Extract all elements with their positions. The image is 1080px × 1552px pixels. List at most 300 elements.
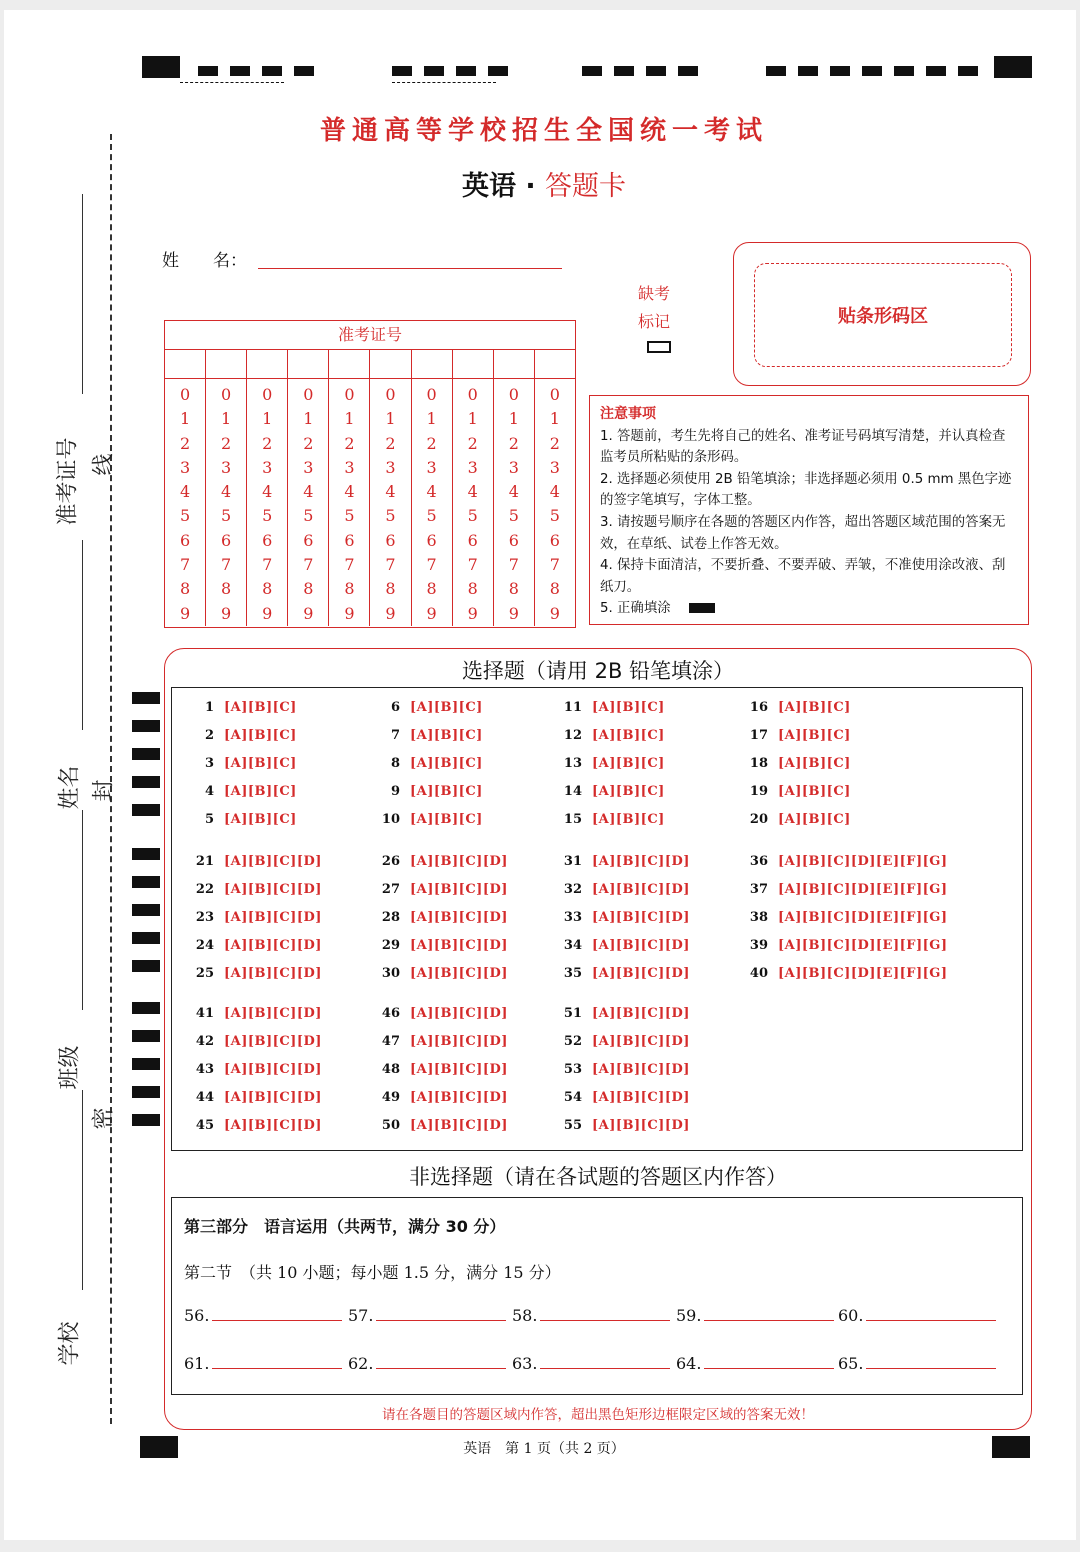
answer-options[interactable]: [A][B][C] — [778, 728, 851, 743]
answer-options[interactable]: [A][B][C][D][E][F][G] — [778, 966, 948, 981]
answer-options[interactable]: [A][B][C][D] — [592, 938, 690, 953]
answer-options[interactable]: [A][B][C][D] — [592, 1118, 690, 1133]
mcq-question-36[interactable] — [744, 854, 948, 869]
mcq-question-1[interactable] — [190, 700, 297, 715]
question-number: 9 — [390, 784, 400, 799]
mcq-question-39[interactable] — [744, 938, 948, 953]
question-number: 3 — [204, 756, 214, 771]
id-digit-bubble[interactable]: 9 — [262, 603, 273, 623]
mcq-question-23[interactable] — [190, 910, 322, 925]
mcq-question-48[interactable] — [376, 1062, 508, 1077]
id-column — [329, 350, 370, 626]
id-column — [494, 350, 535, 626]
side-label-name: 姓名 — [57, 765, 83, 810]
id-digit-bubble[interactable]: 4 — [467, 482, 478, 502]
blank-line[interactable] — [704, 1306, 834, 1321]
blank-number: 65. — [838, 1354, 864, 1373]
side-name-underline — [82, 810, 83, 1010]
question-number: 42 — [195, 1034, 214, 1049]
mcq-question-42[interactable] — [190, 1034, 322, 1049]
id-digit-write-cell[interactable] — [412, 350, 452, 379]
mcq-question-10[interactable] — [376, 812, 483, 827]
id-digit-bubble[interactable]: 6 — [262, 530, 273, 550]
answer-options[interactable]: [A][B][C][D] — [592, 1034, 690, 1049]
answer-options[interactable]: [A][B][C] — [592, 784, 665, 799]
barcode-area — [733, 242, 1031, 386]
answer-options[interactable]: [A][B][C] — [410, 756, 483, 771]
id-digit-bubble[interactable]: 6 — [508, 530, 519, 550]
mcq-question-15[interactable] — [558, 812, 665, 827]
id-digit-bubble[interactable]: 9 — [467, 603, 478, 623]
id-digit-bubble[interactable]: 2 — [344, 433, 355, 453]
id-digit-bubble[interactable]: 3 — [179, 457, 191, 477]
blank-number: 60. — [838, 1306, 864, 1325]
id-digit-bubble[interactable]: 2 — [549, 433, 560, 453]
answer-options[interactable]: [A][B][C] — [778, 700, 851, 715]
id-digit-bubble[interactable]: 8 — [508, 579, 519, 599]
id-digit-write-cell[interactable] — [329, 350, 369, 379]
id-digit-bubble[interactable]: 6 — [221, 530, 232, 550]
blank-60[interactable] — [838, 1306, 996, 1325]
id-digit-bubble[interactable]: 7 — [426, 555, 437, 575]
id-digit-bubble[interactable]: 8 — [221, 579, 232, 599]
answer-options[interactable]: [A][B][C] — [224, 700, 297, 715]
id-digit-bubble[interactable]: 1 — [221, 409, 232, 429]
mcq-question-32[interactable] — [558, 882, 690, 897]
answer-options[interactable]: [A][B][C][D] — [224, 1062, 322, 1077]
id-digit-bubble[interactable]: 7 — [303, 555, 314, 575]
id-digit-bubble[interactable]: 4 — [426, 482, 437, 502]
mcq-question-20[interactable] — [744, 812, 851, 827]
id-digit-bubble[interactable]: 4 — [179, 482, 191, 502]
id-digit-bubble[interactable]: 5 — [344, 506, 355, 526]
id-digit-bubble[interactable]: 7 — [262, 555, 273, 575]
mcq-question-38[interactable] — [744, 910, 948, 925]
id-digit-bubble[interactable]: 0 — [303, 385, 314, 404]
id-digit-bubble[interactable]: 7 — [221, 555, 232, 575]
blank-line[interactable] — [866, 1354, 996, 1369]
id-column — [535, 350, 575, 626]
question-number: 1 — [204, 700, 214, 715]
answer-options[interactable]: [A][B][C][D] — [410, 966, 508, 981]
answer-options[interactable]: [A][B][C][D] — [592, 1006, 690, 1021]
id-digit-bubble[interactable]: 6 — [303, 530, 314, 550]
id-digit-bubble[interactable]: 8 — [303, 579, 314, 599]
blank-number: 64. — [676, 1354, 702, 1373]
question-number: 55 — [563, 1118, 582, 1133]
question-number: 53 — [563, 1062, 582, 1077]
blank-61[interactable] — [184, 1354, 342, 1373]
id-digit-bubble[interactable]: 5 — [508, 506, 519, 526]
question-number: 2 — [204, 728, 214, 743]
id-digit-bubble[interactable]: 5 — [549, 506, 560, 526]
question-number: 40 — [749, 966, 768, 981]
mcq-question-17[interactable] — [744, 728, 851, 743]
id-digit-write-cell[interactable] — [535, 350, 575, 379]
mcq-question-19[interactable] — [744, 784, 851, 799]
answer-options[interactable]: [A][B][C][D] — [410, 1118, 508, 1133]
question-number: 50 — [381, 1118, 400, 1133]
id-digit-bubble[interactable]: 1 — [467, 409, 478, 429]
mcq-question-41[interactable] — [190, 1006, 322, 1021]
answer-options[interactable]: [A][B][C][D] — [224, 882, 322, 897]
blank-62[interactable] — [348, 1354, 506, 1373]
id-digit-bubble[interactable]: 6 — [467, 530, 478, 550]
blank-number: 58. — [512, 1306, 538, 1325]
mcq-question-53[interactable] — [558, 1062, 690, 1077]
mcq-question-46[interactable] — [376, 1006, 508, 1021]
answer-options[interactable]: [A][B][C] — [224, 756, 297, 771]
id-digit-bubble[interactable]: 4 — [385, 482, 396, 502]
mcq-question-8[interactable] — [376, 756, 483, 771]
id-digit-bubble[interactable]: 9 — [508, 603, 519, 623]
id-digit-bubble[interactable]: 3 — [385, 457, 396, 477]
answer-options[interactable]: [A][B][C] — [224, 728, 297, 743]
question-number: 7 — [390, 728, 400, 743]
subject-title — [4, 164, 1080, 203]
id-digit-bubble[interactable]: 1 — [385, 409, 396, 429]
id-digit-bubble[interactable]: 6 — [549, 530, 560, 550]
answer-options[interactable]: [A][B][C] — [410, 728, 483, 743]
mcq-question-28[interactable] — [376, 910, 508, 925]
id-digit-bubble[interactable]: 6 — [344, 530, 355, 550]
id-digit-bubble[interactable]: 7 — [179, 555, 191, 575]
answer-options[interactable]: [A][B][C] — [410, 784, 483, 799]
id-digit-bubble[interactable]: 0 — [426, 385, 437, 404]
id-digit-bubble[interactable]: 1 — [303, 409, 314, 429]
question-number: 28 — [381, 910, 400, 925]
id-digit-write-cell[interactable] — [494, 350, 534, 379]
mcq-question-35[interactable] — [558, 966, 690, 981]
answer-options[interactable]: [A][B][C] — [224, 812, 297, 827]
id-column — [206, 350, 247, 626]
id-digit-bubble[interactable]: 5 — [303, 506, 314, 526]
id-digit-bubble[interactable]: 2 — [303, 433, 314, 453]
id-digit-bubble[interactable]: 8 — [549, 579, 560, 599]
id-digit-bubble[interactable]: 8 — [179, 579, 191, 599]
answer-options[interactable]: [A][B][C][D] — [224, 1118, 322, 1133]
name-label: 姓 名： — [162, 251, 247, 271]
mcq-question-13[interactable] — [558, 756, 665, 771]
mcq-question-2[interactable] — [190, 728, 297, 743]
id-digit-bubble[interactable]: 8 — [467, 579, 478, 599]
id-digit-bubble[interactable]: 7 — [508, 555, 519, 575]
blank-line[interactable] — [212, 1306, 342, 1321]
mcq-question-54[interactable] — [558, 1090, 690, 1105]
question-number: 20 — [749, 812, 768, 827]
blank-number: 59. — [676, 1306, 702, 1325]
id-digit-bubble[interactable]: 8 — [344, 579, 355, 599]
id-digit-bubble[interactable]: 0 — [262, 385, 273, 404]
question-number: 11 — [563, 700, 582, 715]
id-digit-bubble[interactable]: 0 — [221, 385, 232, 404]
question-number: 41 — [195, 1006, 214, 1021]
id-digit-bubble[interactable]: 9 — [221, 603, 232, 623]
question-number: 51 — [563, 1006, 582, 1021]
blank-line[interactable] — [866, 1306, 996, 1321]
mcq-question-45[interactable] — [190, 1118, 322, 1133]
id-digit-bubble[interactable]: 9 — [385, 603, 396, 623]
answer-options[interactable]: [A][B][C][D][E][F][G] — [778, 938, 948, 953]
mcq-question-22[interactable] — [190, 882, 322, 897]
id-digit-write-cell[interactable] — [165, 350, 205, 379]
correct-fill-sample — [689, 603, 715, 613]
id-digit-bubble[interactable]: 3 — [508, 457, 519, 477]
mcq-question-11[interactable] — [558, 700, 665, 715]
absent-mark-line1: 缺考 — [638, 284, 671, 303]
id-digit-bubble[interactable]: 7 — [385, 555, 396, 575]
id-digit-bubble[interactable]: 7 — [344, 555, 355, 575]
blank-63[interactable] — [512, 1354, 670, 1373]
mcq-question-44[interactable] — [190, 1090, 322, 1105]
non-mcq-box — [171, 1197, 1023, 1395]
answer-options[interactable]: [A][B][C][D] — [410, 882, 508, 897]
mcq-question-51[interactable] — [558, 1006, 690, 1021]
question-number: 46 — [381, 1006, 400, 1021]
answer-area — [164, 648, 1032, 1430]
answer-options[interactable]: [A][B][C][D] — [224, 1090, 322, 1105]
answer-options[interactable]: [A][B][C][D] — [592, 1090, 690, 1105]
id-digit-bubble[interactable]: 3 — [426, 457, 437, 477]
id-digit-bubble[interactable]: 8 — [426, 579, 437, 599]
mcq-question-9[interactable] — [376, 784, 483, 799]
mcq-question-43[interactable] — [190, 1062, 322, 1077]
instruction-item: 4. 保持卡面清洁，不要折叠、不要弄破、弄皱，不准使用涂改液、刮纸刀。 — [600, 558, 1006, 595]
answer-options[interactable]: [A][B][C][D] — [224, 910, 322, 925]
question-number: 10 — [381, 812, 400, 827]
id-digit-bubble[interactable]: 0 — [344, 385, 355, 404]
id-digit-write-cell[interactable] — [288, 350, 328, 379]
id-digit-bubble[interactable]: 9 — [303, 603, 314, 623]
id-digit-bubble[interactable]: 5 — [426, 506, 437, 526]
id-digit-bubble[interactable]: 7 — [467, 555, 478, 575]
mcq-question-16[interactable] — [744, 700, 851, 715]
answer-options[interactable]: [A][B][C][D] — [410, 938, 508, 953]
blank-line[interactable] — [376, 1306, 506, 1321]
side-name-underline-top — [82, 540, 83, 730]
answer-options[interactable]: [A][B][C][D] — [224, 854, 322, 869]
mcq-question-27[interactable] — [376, 882, 508, 897]
id-digit-bubble[interactable]: 4 — [549, 482, 560, 502]
mcq-question-47[interactable] — [376, 1034, 508, 1049]
mcq-question-49[interactable] — [376, 1090, 508, 1105]
answer-options[interactable]: [A][B][C][D][E][F][G] — [778, 910, 948, 925]
mcq-question-7[interactable] — [376, 728, 483, 743]
question-number: 17 — [749, 728, 768, 743]
answer-options[interactable]: [A][B][C] — [778, 784, 851, 799]
blank-65[interactable] — [838, 1354, 996, 1373]
id-column — [247, 350, 288, 626]
id-digit-bubble[interactable]: 9 — [179, 603, 191, 623]
id-digit-bubble[interactable]: 2 — [221, 433, 232, 453]
answer-options[interactable]: [A][B][C] — [778, 812, 851, 827]
answer-options[interactable]: [A][B][C] — [410, 700, 483, 715]
mcq-question-31[interactable] — [558, 854, 690, 869]
blank-57[interactable] — [348, 1306, 506, 1325]
question-number: 52 — [563, 1034, 582, 1049]
blank-number: 63. — [512, 1354, 538, 1373]
id-digit-bubble[interactable]: 5 — [385, 506, 396, 526]
mcq-question-21[interactable] — [190, 854, 322, 869]
side-label-seal: 封 — [91, 779, 117, 802]
id-digit-bubble[interactable]: 3 — [303, 457, 314, 477]
answer-options[interactable]: [A][B][C][D] — [410, 1034, 508, 1049]
mcq-question-52[interactable] — [558, 1034, 690, 1049]
id-digit-bubble[interactable]: 3 — [221, 457, 232, 477]
mcq-question-14[interactable] — [558, 784, 665, 799]
id-column — [412, 350, 453, 626]
id-digit-bubble[interactable]: 0 — [179, 385, 191, 404]
question-number: 14 — [563, 784, 582, 799]
id-digit-bubble[interactable]: 1 — [344, 409, 355, 429]
id-digit-bubble[interactable]: 8 — [385, 579, 396, 599]
answer-options[interactable]: [A][B][C][D] — [224, 966, 322, 981]
answer-options[interactable]: [A][B][C][D] — [224, 1006, 322, 1021]
id-column — [453, 350, 494, 626]
answer-options[interactable]: [A][B][C][D][E][F][G] — [778, 854, 948, 869]
id-digit-bubble[interactable]: 3 — [549, 457, 560, 477]
id-digit-bubble[interactable]: 2 — [179, 433, 191, 453]
mcq-question-24[interactable] — [190, 938, 322, 953]
answer-options[interactable]: [A][B][C] — [592, 700, 665, 715]
answer-options[interactable]: [A][B][C][D] — [224, 1034, 322, 1049]
id-digit-bubble[interactable]: 3 — [344, 457, 355, 477]
id-digit-bubble[interactable]: 0 — [467, 385, 478, 404]
id-digit-bubble[interactable]: 9 — [549, 603, 560, 623]
mcq-question-4[interactable] — [190, 784, 297, 799]
answer-options[interactable]: [A][B][C][D] — [592, 854, 690, 869]
mcq-question-26[interactable] — [376, 854, 508, 869]
answer-options[interactable]: [A][B][C][D] — [410, 910, 508, 925]
question-number: 12 — [563, 728, 582, 743]
id-digit-bubble[interactable]: 2 — [385, 433, 396, 453]
id-digit-bubble[interactable]: 5 — [467, 506, 478, 526]
id-digit-bubble[interactable]: 4 — [303, 482, 314, 502]
answer-options[interactable]: [A][B][C][D] — [592, 882, 690, 897]
mcq-question-37[interactable] — [744, 882, 948, 897]
id-digit-bubble[interactable]: 2 — [508, 433, 519, 453]
blank-line[interactable] — [540, 1354, 670, 1369]
answer-options[interactable]: [A][B][C][D] — [592, 1062, 690, 1077]
id-digit-bubble[interactable]: 5 — [262, 506, 273, 526]
id-digit-bubble[interactable]: 1 — [426, 409, 437, 429]
id-digit-bubble[interactable]: 2 — [426, 433, 437, 453]
id-digit-bubble[interactable]: 2 — [262, 433, 273, 453]
id-digit-bubble[interactable]: 4 — [262, 482, 273, 502]
blank-64[interactable] — [676, 1354, 834, 1373]
answer-options[interactable]: [A][B][C][D] — [592, 966, 690, 981]
answer-options[interactable]: [A][B][C][D] — [410, 854, 508, 869]
blank-58[interactable] — [512, 1306, 670, 1325]
id-digit-bubble[interactable]: 0 — [385, 385, 396, 404]
mcq-question-6[interactable] — [376, 700, 483, 715]
answer-options[interactable]: [A][B][C] — [592, 812, 665, 827]
id-digit-bubble[interactable]: 9 — [426, 603, 437, 623]
blank-56[interactable] — [184, 1306, 342, 1325]
question-number: 19 — [749, 784, 768, 799]
answer-options[interactable]: [A][B][C] — [778, 756, 851, 771]
mcq-question-30[interactable] — [376, 966, 508, 981]
id-digit-bubble[interactable]: 4 — [508, 482, 519, 502]
id-digit-bubble[interactable]: 1 — [262, 409, 273, 429]
question-number: 45 — [195, 1118, 214, 1133]
admission-id-label: 准考证号 — [165, 321, 575, 350]
mcq-question-50[interactable] — [376, 1118, 508, 1133]
answer-sheet — [4, 10, 1076, 1540]
question-number: 34 — [563, 938, 582, 953]
name-field[interactable] — [258, 268, 562, 269]
absent-mark-line2: 标记 — [638, 312, 671, 331]
id-digit-bubble[interactable]: 9 — [344, 603, 355, 623]
blank-line[interactable] — [212, 1354, 342, 1369]
id-digit-bubble[interactable]: 5 — [179, 506, 191, 526]
answer-options[interactable]: [A][B][C][D] — [410, 1006, 508, 1021]
id-digit-bubble[interactable]: 0 — [508, 385, 519, 404]
id-digit-bubble[interactable]: 1 — [549, 409, 560, 429]
blank-line[interactable] — [704, 1354, 834, 1369]
id-digit-bubble[interactable]: 6 — [179, 530, 191, 550]
blank-line[interactable] — [540, 1306, 670, 1321]
mcq-question-25[interactable] — [190, 966, 322, 981]
id-digit-write-cell[interactable] — [247, 350, 287, 379]
answer-options[interactable]: [A][B][C] — [592, 728, 665, 743]
id-digit-bubble[interactable]: 6 — [426, 530, 437, 550]
question-number: 31 — [563, 854, 582, 869]
id-digit-bubble[interactable]: 1 — [179, 409, 191, 429]
mcq-question-18[interactable] — [744, 756, 851, 771]
id-digit-bubble[interactable]: 1 — [508, 409, 519, 429]
answer-options[interactable]: [A][B][C][D][E][F][G] — [778, 882, 948, 897]
blank-line[interactable] — [376, 1354, 506, 1369]
id-digit-bubble[interactable]: 3 — [467, 457, 478, 477]
answer-options[interactable]: [A][B][C] — [592, 756, 665, 771]
id-digit-write-cell[interactable] — [206, 350, 246, 379]
id-digit-write-cell[interactable] — [453, 350, 493, 379]
answer-card-label: 答题卡 — [545, 171, 627, 202]
mcq-question-5[interactable] — [190, 812, 297, 827]
answer-options[interactable]: [A][B][C][D] — [592, 910, 690, 925]
id-digit-bubble[interactable]: 6 — [385, 530, 396, 550]
mcq-question-55[interactable] — [558, 1118, 690, 1133]
mcq-question-34[interactable] — [558, 938, 690, 953]
answer-options[interactable]: [A][B][C] — [224, 784, 297, 799]
mcq-question-3[interactable] — [190, 756, 297, 771]
blank-59[interactable] — [676, 1306, 834, 1325]
question-number: 37 — [749, 882, 768, 897]
mcq-question-12[interactable] — [558, 728, 665, 743]
mcq-question-33[interactable] — [558, 910, 690, 925]
id-digit-bubble[interactable]: 2 — [467, 433, 478, 453]
absent-mark-box[interactable] — [647, 341, 671, 353]
id-digit-bubble[interactable]: 8 — [262, 579, 273, 599]
id-digit-bubble[interactable]: 3 — [262, 457, 273, 477]
answer-options[interactable]: [A][B][C][D] — [224, 938, 322, 953]
side-label-secret: 密 — [91, 1107, 117, 1130]
id-digit-bubble[interactable]: 4 — [344, 482, 355, 502]
id-digit-write-cell[interactable] — [370, 350, 410, 379]
answer-options[interactable]: [A][B][C][D] — [410, 1062, 508, 1077]
question-number: 48 — [381, 1062, 400, 1077]
side-label-line: 线 — [91, 453, 117, 476]
id-digit-bubble[interactable]: 4 — [221, 482, 232, 502]
mcq-question-29[interactable] — [376, 938, 508, 953]
answer-options[interactable]: [A][B][C] — [410, 812, 483, 827]
mcq-question-40[interactable] — [744, 966, 948, 981]
id-digit-bubble[interactable]: 0 — [549, 385, 560, 404]
answer-options[interactable]: [A][B][C][D] — [410, 1090, 508, 1105]
id-digit-bubble[interactable]: 7 — [549, 555, 560, 575]
id-digit-bubble[interactable]: 5 — [221, 506, 232, 526]
